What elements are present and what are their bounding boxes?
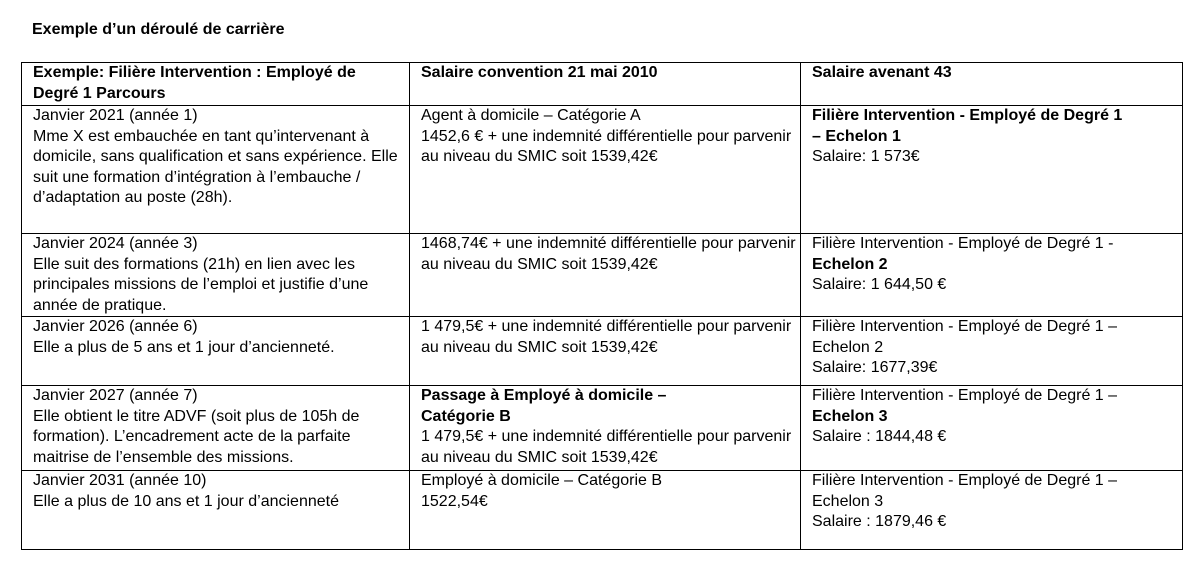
header-salaire-avenant-label: Salaire avenant 43 (812, 64, 952, 81)
row3-description: Elle a plus de 5 ans et 1 jour d’ancienneté. (33, 338, 335, 356)
row5-avenant (801, 471, 1183, 550)
row4-avenant (801, 386, 1183, 471)
row1-avenant (801, 106, 1183, 234)
row2-convention (410, 234, 801, 317)
row1-parcours (22, 106, 410, 234)
row4-filiere: Filière Intervention - Employé de Degré 1 – (812, 387, 1118, 404)
row1-convention (410, 106, 801, 234)
row4-description: Elle obtient le titre ADVF (soit plus de 105h de formation). L’encadrement acte de la parfaite maitrise de l’ensemble des missions. (33, 407, 360, 466)
row2-avenant (801, 234, 1183, 317)
row3-convention-salaire: 1 479,5€ + une indemnité différentielle pour parvenir au niveau du SMIC soit 1539,42€ (421, 318, 792, 356)
row2-parcours (22, 234, 410, 317)
row4-parcours (22, 386, 410, 471)
row5-parcours (22, 471, 410, 550)
header-parcours-label: Exemple: Filière Intervention : Employé de Degré 1 Parcours (33, 64, 356, 102)
row1-categorie: Agent à domicile – Catégorie A (421, 107, 641, 124)
table-row (22, 471, 1183, 550)
row3-filiere: Filière Intervention - Employé de Degré 1 – (812, 318, 1118, 335)
table-row (22, 317, 1183, 386)
row4-convention-salaire: 1 479,5€ + une indemnité différentielle pour parvenir au niveau du SMIC soit 1539,42€ (421, 428, 792, 466)
row2-avenant-salaire: Salaire: 1 644,50 € (812, 276, 947, 293)
row5-echelon: Echelon 3 (812, 492, 884, 510)
row1-filiere: Filière Intervention - Employé de Degré 1 (812, 107, 1123, 124)
row1-echelon: – Echelon 1 (812, 127, 901, 145)
row4-echelon: Echelon 3 (812, 407, 888, 425)
row1-avenant-salaire: Salaire: 1 573€ (812, 148, 920, 165)
row2-date: Janvier 2024 (année 3) (33, 235, 198, 252)
row1-convention-salaire: 1452,6 € + une indemnité différentielle pour parvenir au niveau du SMIC soit 1539,42€ (421, 127, 792, 165)
row3-avenant-salaire: Salaire: 1677,39€ (812, 359, 938, 376)
row5-convention-salaire: 1522,54€ (421, 492, 488, 510)
table-row (22, 234, 1183, 317)
row2-convention-salaire: 1468,74€ + une indemnité différentielle pour parvenir au niveau du SMIC soit 1539,42€ (421, 235, 796, 273)
row4-passage: Passage à Employé à domicile – (421, 387, 667, 404)
row2-description: Elle suit des formations (21h) en lien avec les principales missions de l’emploi et justifie d’une année de pratique. (33, 255, 369, 314)
row4-date: Janvier 2027 (année 7) (33, 387, 198, 404)
page-title: Exemple d’un déroulé de carrière (32, 21, 285, 38)
row5-convention (410, 471, 801, 550)
table-header-row (22, 63, 1183, 106)
row3-avenant (801, 317, 1183, 386)
row3-convention (410, 317, 801, 386)
row4-avenant-salaire: Salaire : 1844,48 € (812, 428, 947, 445)
header-salaire-avenant (801, 63, 1183, 106)
header-parcours (22, 63, 410, 106)
row5-filiere: Filière Intervention - Employé de Degré 1 – (812, 472, 1118, 489)
row1-description: Mme X est embauchée en tant qu’intervenant à domicile, sans qualification et sans expérience. Elle suit une formation d’intégration à l’embauche / d’adaptation au poste (28h). (33, 127, 398, 206)
row2-filiere: Filière Intervention - Employé de Degré 1 - (812, 235, 1114, 252)
header-salaire-convention (410, 63, 801, 106)
row5-avenant-salaire: Salaire : 1879,46 € (812, 513, 947, 530)
row4-categorie: Catégorie B (421, 407, 511, 425)
table-row (22, 386, 1183, 471)
row3-parcours (22, 317, 410, 386)
row5-date: Janvier 2031 (année 10) (33, 472, 207, 489)
table-row (22, 106, 1183, 234)
row5-categorie: Employé à domicile – Catégorie B (421, 472, 663, 489)
row1-date: Janvier 2021 (année 1) (33, 107, 198, 124)
row3-date: Janvier 2026 (année 6) (33, 318, 198, 335)
row5-description: Elle a plus de 10 ans et 1 jour d’ancienneté (33, 492, 339, 510)
row2-echelon: Echelon 2 (812, 255, 888, 273)
row4-convention (410, 386, 801, 471)
header-salaire-convention-label: Salaire convention 21 mai 2010 (421, 64, 658, 81)
career-table (21, 62, 1183, 550)
row3-echelon: Echelon 2 (812, 338, 884, 356)
